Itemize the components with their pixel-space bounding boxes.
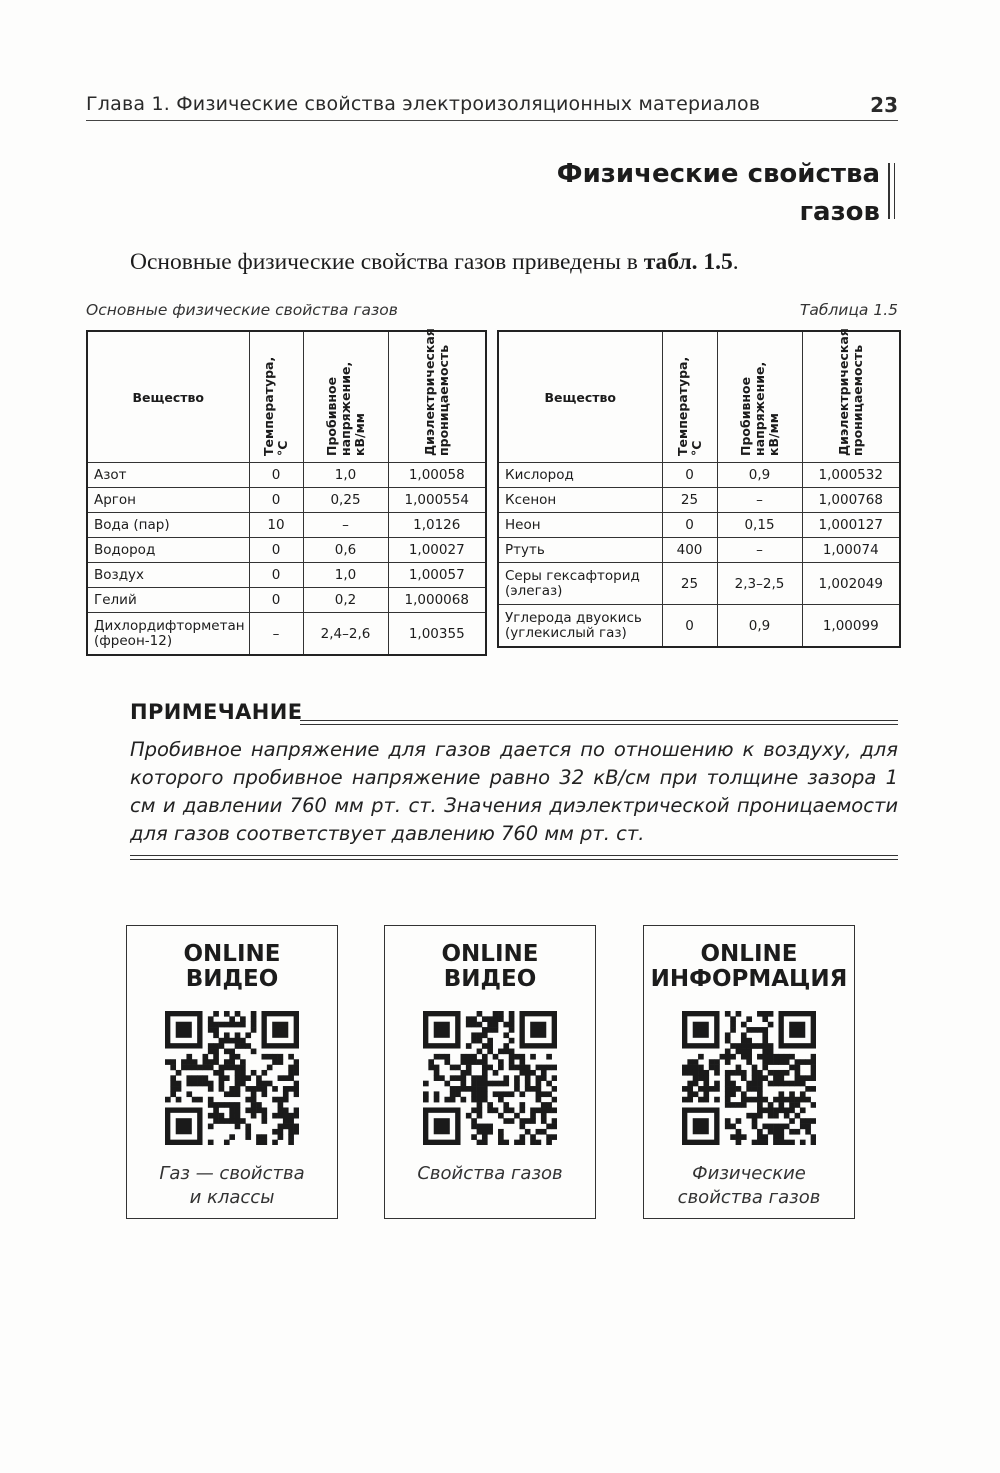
cell-temperature: 0 <box>662 605 717 648</box>
card-caption: Свойства газов <box>417 1163 563 1184</box>
cell-temperature: 0 <box>249 588 303 613</box>
table-row <box>498 513 900 538</box>
qr-code-icon[interactable] <box>682 1011 816 1145</box>
cell-temperature: 0 <box>249 538 303 563</box>
cell-permittivity: 1,000768 <box>802 488 900 513</box>
cell-breakdown-voltage: 0,9 <box>717 463 802 488</box>
header-breakdown-voltage: Пробивное напряжение, кВ/мм <box>303 331 388 463</box>
online-info-card[interactable] <box>643 925 855 1219</box>
cell-temperature: 400 <box>662 538 717 563</box>
intro-paragraph <box>130 249 739 276</box>
header-permittivity: Диэлектрическая проницаемость <box>388 331 486 463</box>
gas-table-right <box>497 330 901 648</box>
table-row <box>498 463 900 488</box>
card-heading: ONLINE ИНФОРМАЦИЯ <box>650 941 848 992</box>
online-video-card-2[interactable] <box>384 925 596 1219</box>
note-bottom-rule <box>130 855 898 860</box>
cell-substance: Ксенон <box>498 488 662 513</box>
cell-permittivity: 1,000127 <box>802 513 900 538</box>
gas-table-left <box>86 330 487 656</box>
cell-temperature: 10 <box>249 513 303 538</box>
intro-end: . <box>732 249 739 275</box>
cell-temperature: 0 <box>249 488 303 513</box>
table-row <box>87 538 486 563</box>
section-title <box>557 155 880 231</box>
cell-breakdown-voltage: 1,0 <box>303 563 388 588</box>
table-row <box>87 613 486 656</box>
cell-substance: Неон <box>498 513 662 538</box>
cell-substance: Серы гексафторид (элегаз) <box>498 563 662 605</box>
cell-breakdown-voltage: – <box>303 513 388 538</box>
header-permittivity: Диэлектрическая проницаемость <box>802 331 900 463</box>
cell-substance: Азот <box>87 463 249 488</box>
cell-breakdown-voltage: – <box>717 488 802 513</box>
cell-substance: Углерода двуокись (углекислый газ) <box>498 605 662 648</box>
cell-permittivity: 1,00074 <box>802 538 900 563</box>
cell-permittivity: 1,000532 <box>802 463 900 488</box>
table-row <box>87 588 486 613</box>
cell-breakdown-voltage: – <box>717 538 802 563</box>
header-substance: Вещество <box>498 331 662 463</box>
cell-permittivity: 1,00027 <box>388 538 486 563</box>
table-row <box>498 488 900 513</box>
header-substance: Вещество <box>87 331 249 463</box>
cell-permittivity: 1,002049 <box>802 563 900 605</box>
cell-temperature: 25 <box>662 563 717 605</box>
card-heading: ONLINE ВИДЕО <box>183 941 281 992</box>
cell-permittivity: 1,00058 <box>388 463 486 488</box>
header-temperature: Температура, °С <box>249 331 303 463</box>
table-row <box>87 513 486 538</box>
cell-breakdown-voltage: 0,15 <box>717 513 802 538</box>
table-row <box>498 538 900 563</box>
intro-text: Основные физические свойства газов приведены в <box>130 249 644 275</box>
chapter-title: Глава 1. Физические свойства электроизоляционных материалов <box>86 93 761 115</box>
cell-temperature: 25 <box>662 488 717 513</box>
cell-substance: Водород <box>87 538 249 563</box>
table-row <box>87 563 486 588</box>
cell-permittivity: 1,000554 <box>388 488 486 513</box>
note-text: Пробивное напряжение для газов дается по отношению к воздуху, для которого пробивное напряжение равно 32 кВ/см при толщине зазора 1 см и давлении 760 мм рт. ст. Значения диэлектрической проницаемости для газов соответствует давлению 760 мм рт. ст. <box>130 738 898 845</box>
table-reference: табл. 1.5 <box>643 249 733 275</box>
table-label: Таблица 1.5 <box>799 301 898 319</box>
cell-breakdown-voltage: 2,3–2,5 <box>717 563 802 605</box>
cell-breakdown-voltage: 1,0 <box>303 463 388 488</box>
cell-substance: Кислород <box>498 463 662 488</box>
cell-breakdown-voltage: 0,2 <box>303 588 388 613</box>
note-top-rule <box>300 720 898 725</box>
cell-permittivity: 1,00099 <box>802 605 900 648</box>
note-title: ПРИМЕЧАНИЕ <box>130 700 303 724</box>
cell-substance: Гелий <box>87 588 249 613</box>
running-header <box>86 88 898 121</box>
cell-permittivity: 1,000068 <box>388 588 486 613</box>
cell-breakdown-voltage: 2,4–2,6 <box>303 613 388 656</box>
table-row <box>87 463 486 488</box>
cell-temperature: 0 <box>662 463 717 488</box>
cell-permittivity: 1,0126 <box>388 513 486 538</box>
section-title-bar <box>888 163 895 219</box>
cell-substance: Аргон <box>87 488 249 513</box>
table-row <box>87 488 486 513</box>
qr-code-icon[interactable] <box>423 1011 557 1145</box>
qr-code-icon[interactable] <box>165 1011 299 1145</box>
cell-breakdown-voltage: 0,25 <box>303 488 388 513</box>
cell-temperature: 0 <box>249 463 303 488</box>
table-row <box>498 605 900 648</box>
online-video-card-1[interactable] <box>126 925 338 1219</box>
cell-permittivity: 1,00355 <box>388 613 486 656</box>
card-caption: Физические свойства газов <box>677 1163 821 1208</box>
cell-breakdown-voltage: 0,6 <box>303 538 388 563</box>
cell-substance: Ртуть <box>498 538 662 563</box>
card-caption: Газ — свойства и классы <box>159 1163 305 1208</box>
table-caption: Основные физические свойства газов <box>86 301 398 319</box>
header-breakdown-voltage: Пробивное напряжение, кВ/мм <box>717 331 802 463</box>
cell-substance: Дихлордифторметан (фреон-12) <box>87 613 249 656</box>
table-row <box>498 563 900 605</box>
section-title-line-2: газов <box>799 197 880 227</box>
cell-temperature: 0 <box>249 563 303 588</box>
header-temperature: Температура, °С <box>662 331 717 463</box>
section-title-line-1: Физические свойства <box>556 159 880 189</box>
cell-permittivity: 1,00057 <box>388 563 486 588</box>
table-header-row <box>87 331 486 463</box>
cell-substance: Воздух <box>87 563 249 588</box>
cell-breakdown-voltage: 0,9 <box>717 605 802 648</box>
cell-temperature: – <box>249 613 303 656</box>
card-heading: ONLINE ВИДЕО <box>441 941 539 992</box>
table-header-row <box>498 331 900 463</box>
cell-substance: Вода (пар) <box>87 513 249 538</box>
page-number: 23 <box>870 93 898 117</box>
cell-temperature: 0 <box>662 513 717 538</box>
